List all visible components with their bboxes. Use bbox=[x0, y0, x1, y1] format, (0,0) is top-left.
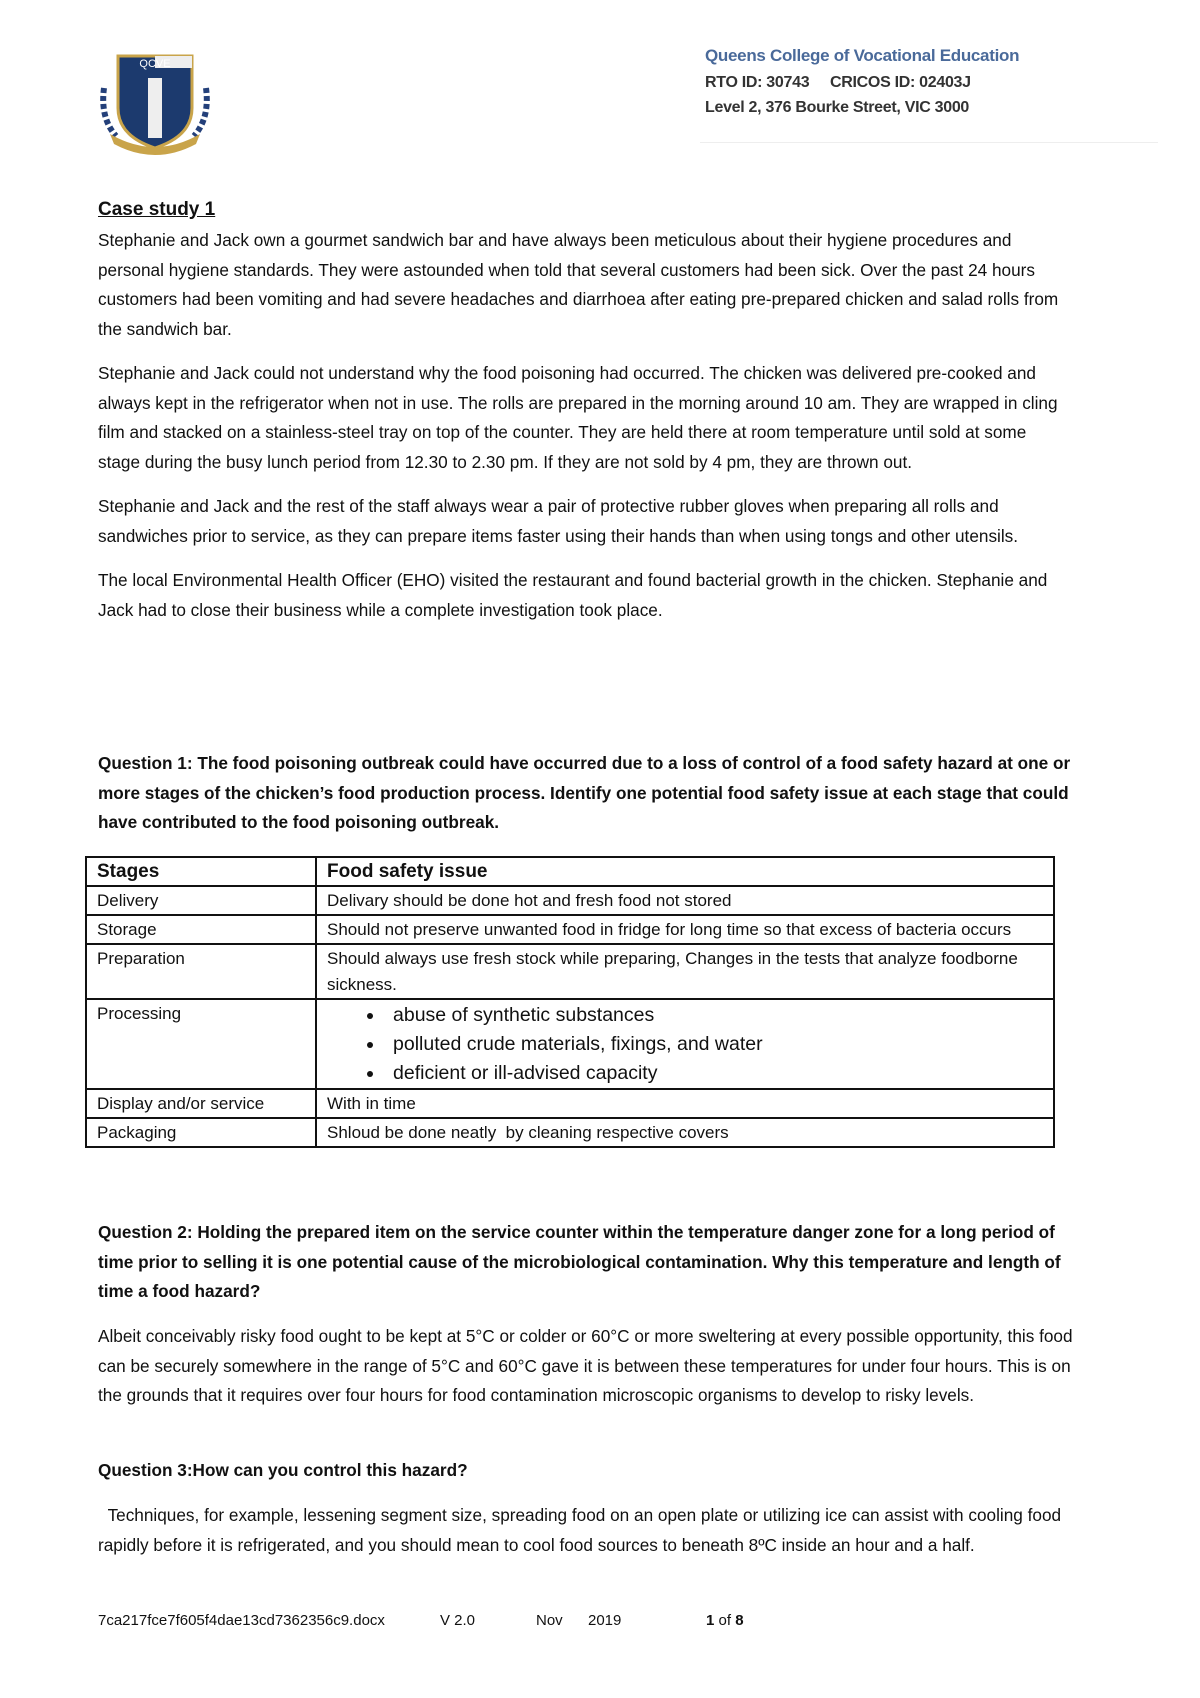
issue-cell: Delivary should be done hot and fresh food not stored bbox=[316, 886, 1054, 915]
case-study-text bbox=[98, 226, 1073, 625]
issue-cell: Should not preserve unwanted food in fridge for long time so that excess of bacteria occurs bbox=[316, 915, 1054, 944]
bullet-item: • abuse of synthetic substances bbox=[385, 1001, 1043, 1030]
total-pages: 8 bbox=[735, 1612, 744, 1629]
table-row bbox=[86, 915, 1054, 944]
case-study-title: Case study 1 bbox=[98, 199, 216, 220]
footer-year: 2019 bbox=[588, 1612, 622, 1629]
header-stages: Stages bbox=[86, 857, 316, 886]
page-of: of bbox=[718, 1612, 732, 1629]
answer-2: Albeit conceivably risky food ought to be kept at 5°C or colder or 60°C or more sweltering at every possible opportunity, this food can be securely somewhere in the range of 5°C and 60°C gave it is between these temperatures for under four hours. This is on the grounds that it requires over four hours for food contamination microscopic organisms to develop to risky levels. bbox=[98, 1326, 1073, 1405]
stage-cell: Processing bbox=[86, 999, 316, 1089]
table-row bbox=[86, 1118, 1054, 1147]
footer-page-number bbox=[706, 1612, 744, 1629]
footer-month: Nov bbox=[536, 1612, 563, 1629]
stage-cell: Display and/or service bbox=[86, 1089, 316, 1118]
food-safety-table bbox=[85, 856, 1055, 1148]
answer-3: Techniques, for example, lessening segment size, spreading food on an open plate or utilizing ice can assist with cooling food rapidly before it is refrigerated, and you should mean to cool food sources to beneath 8ºC inside an hour and a half. bbox=[98, 1505, 1066, 1555]
footer-filename: 7ca217fce7f605f4dae13cd7362356c9.docx bbox=[98, 1612, 385, 1629]
question-3: Question 3:How can you control this hazard? bbox=[98, 1460, 468, 1480]
processing-bullets bbox=[327, 1001, 1043, 1088]
stage-cell: Delivery bbox=[86, 886, 316, 915]
stage-cell: Storage bbox=[86, 915, 316, 944]
institution-ids: RTO ID: 30743 CRICOS ID: 02403J bbox=[705, 74, 971, 91]
table-row bbox=[86, 886, 1054, 915]
issue-cell: With in time bbox=[316, 1089, 1054, 1118]
table-row bbox=[86, 944, 1054, 999]
issue-cell bbox=[316, 999, 1054, 1089]
institution-address: Level 2, 376 Bourke Street, VIC 3000 bbox=[705, 99, 970, 116]
header-divider bbox=[700, 142, 1158, 143]
institution-name: Queens College of Vocational Education bbox=[705, 46, 1020, 65]
bullet-item: • deficient or ill-advised capacity bbox=[385, 1059, 1043, 1088]
question-1: Question 1: The food poisoning outbreak could have occurred due to a loss of control of a food safety hazard at one or more stages of the chicken’s food production process. Identify one potential food safety issue at each stage that could have contributed to the food poisoning outbreak. bbox=[98, 753, 1071, 832]
stage-cell: Packaging bbox=[86, 1118, 316, 1147]
table-row bbox=[86, 999, 1054, 1089]
paragraph: Stephanie and Jack own a gourmet sandwich bar and have always been meticulous about their hygiene procedures and personal hygiene standards. They were astounded when told that several customers had been sick. Over the past 24 hours customers had been vomiting and had severe headaches and diarrhoea after eating pre-prepared chicken and salad rolls from the sandwich bar. bbox=[98, 230, 1059, 339]
stage-cell: Preparation bbox=[86, 944, 316, 999]
issue-cell: Shloud be done neatly by cleaning respective covers bbox=[316, 1118, 1054, 1147]
footer-version: V 2.0 bbox=[440, 1612, 476, 1629]
paragraph: The local Environmental Health Officer (EHO) visited the restaurant and found bacterial growth in the chicken. Stephanie and Jack had to close their business while a complete investigation took place. bbox=[98, 570, 1048, 620]
bullet-item: • polluted crude materials, fixings, and water bbox=[385, 1030, 1043, 1059]
paragraph: Stephanie and Jack could not understand why the food poisoning had occurred. The chicken was delivered pre-cooked and always kept in the refrigerator when not in use. The rolls are prepared in the morning around 10 am. They are wrapped in cling film and stacked on a stainless-steel tray on top of the counter. They are held there at room temperature until sold at some stage during the busy lunch period from 12.30 to 2.30 pm. If they are not sold by 4 pm, they are thrown out. bbox=[98, 363, 1058, 472]
table-row bbox=[86, 1089, 1054, 1118]
current-page: 1 bbox=[706, 1612, 715, 1629]
college-logo bbox=[96, 48, 214, 160]
header-issue: Food safety issue bbox=[316, 857, 1054, 886]
table-header-row bbox=[86, 857, 1054, 886]
svg-text:QCVE: QCVE bbox=[139, 58, 171, 70]
paragraph: Stephanie and Jack and the rest of the staff always wear a pair of protective rubber gloves when preparing all rolls and sandwiches prior to service, as they can prepare items faster using their hands than when using tongs and other utensils. bbox=[98, 496, 1019, 546]
issue-cell: Should always use fresh stock while preparing, Changes in the tests that analyze foodborne sickness. bbox=[316, 944, 1054, 999]
question-2: Question 2: Holding the prepared item on the service counter within the temperature danger zone for a long period of time prior to selling it is one potential cause of the microbiological contamination. Why this temperature and length of time a food hazard? bbox=[98, 1222, 1061, 1301]
